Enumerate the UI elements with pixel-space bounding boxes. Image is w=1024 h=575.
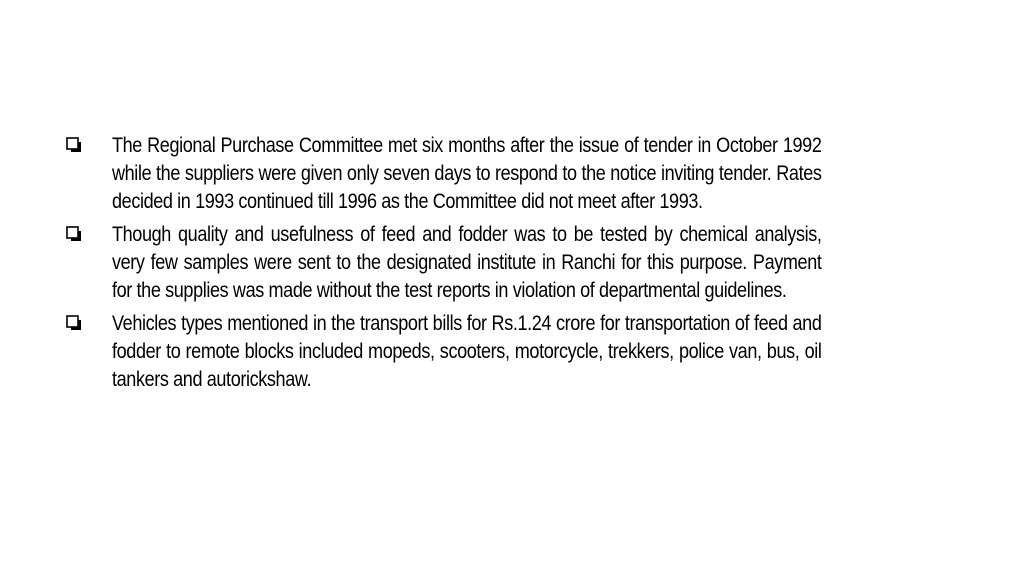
- hollow-square-bullet-icon: [66, 137, 82, 153]
- hollow-square-bullet-icon: [66, 226, 82, 242]
- bullet-text: Vehicles types mentioned in the transport bills for Rs.1.24 crore for transportation of feed and fodder to remote blocks included mopeds, scooters, motorcycle, trekkers, police van, bus, oil tankers and autorickshaw.: [112, 312, 822, 391]
- bullet-text: Though quality and usefulness of feed and fodder was to be tested by chemical analysis, very few samples were sent to the designated institute in Ranchi for this purpose. Payment for the supplies was made without the test reports in violation of departmental guidelines.: [112, 223, 822, 302]
- bullet-item: [66, 221, 937, 305]
- bullet-item: [66, 310, 937, 394]
- bullet-item: [66, 132, 937, 216]
- bullet-list: [66, 132, 937, 399]
- bullet-text: The Regional Purchase Committee met six months after the issue of tender in October 1992 while the suppliers were given only seven days to respond to the notice inviting tender. Rates decided in 1993 continued till 1996 as the Committee did not meet after 1993.: [112, 134, 822, 213]
- hollow-square-bullet-icon: [66, 315, 82, 331]
